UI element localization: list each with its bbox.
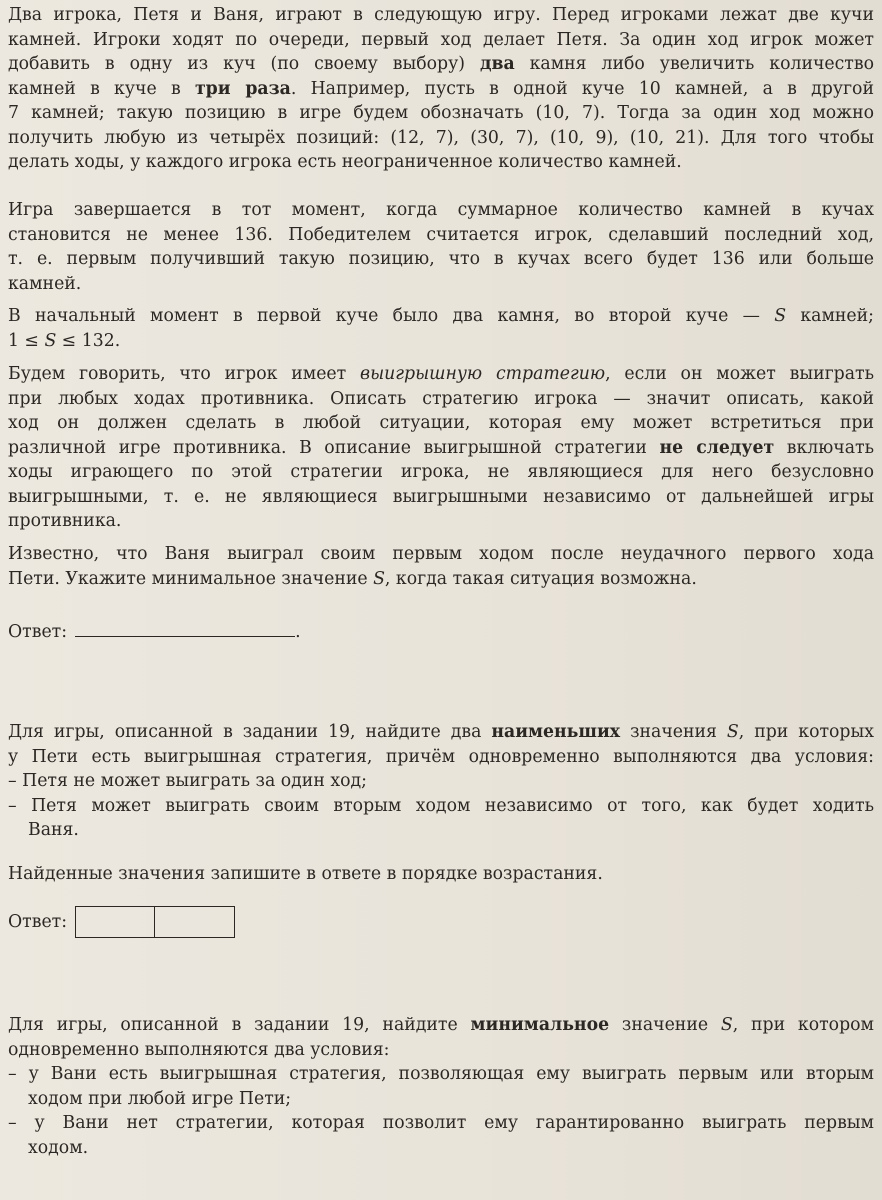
text-line: Игра завершается в тот момент, когда суммарное количество камней в кучах xyxy=(8,200,874,220)
text-line: 1 ≤ S ≤ 132. xyxy=(8,330,121,351)
text-line: т. е. первым получивший такую позицию, что в кучах всего будет 136 или больше xyxy=(8,249,874,269)
emphasis-minimal: минимальное xyxy=(470,1015,610,1035)
text-line: Известно, что Ваня выиграл своим первым ходом после неудачного первого хода xyxy=(8,544,874,564)
answer-box-2[interactable] xyxy=(155,906,235,938)
task21-question xyxy=(8,1013,874,1160)
text-line: камней. Игроки ходят по очереди, первый ход делает Петя. За один ход игрок может xyxy=(8,29,874,50)
text-line: выигрышными, т. е. не являющиеся выигрышными независимо от дальнейшей игры xyxy=(8,486,874,507)
task19-question xyxy=(8,542,874,591)
text-line: становится не менее 136. Победителем считается игрок, сделавший последний ход, xyxy=(8,224,874,245)
text-line: камней. xyxy=(8,273,82,294)
text-line: при любых ходах противника. Описать стратегию игрока — значит описать, какой xyxy=(8,388,874,409)
condition-item: – Петя может выиграть своим вторым ходом независимо от того, как будет ходить xyxy=(8,795,874,816)
task19-intro xyxy=(8,3,874,175)
text-line: у Пети есть выигрышная стратегия, причём одновременно выполняются два условия: xyxy=(8,746,874,767)
answer-boxes xyxy=(75,906,235,938)
emphasis-should-not: не следует xyxy=(659,437,775,458)
text-line: делать ходы, у каждого игрока есть неограниченное количество камней. xyxy=(8,152,682,172)
text-line: камней в куче в три раза. Например, пусть в одной куче 10 камней, а в другой xyxy=(8,78,874,99)
text-line: Два игрока, Петя и Ваня, играют в следующую игру. Перед игроками лежат две кучи xyxy=(8,5,874,25)
text-line: Для игры, описанной в задании 19, найдите два наименьших значения S, при которых xyxy=(8,722,874,742)
emphasis-three-times: три раза xyxy=(194,78,291,99)
answer-label: Ответ: xyxy=(8,911,68,932)
text-line: 7 камней; такую позицию в игре будем обозначать (10, 7). Тогда за один ход можно xyxy=(8,103,874,123)
emphasis-two: два xyxy=(479,54,515,74)
task19-end-condition xyxy=(8,198,874,296)
task19-start-position xyxy=(8,304,874,353)
text-line: Будем говорить, что игрок имеет выигрышную стратегию, если он может выиграть xyxy=(8,364,874,384)
text-line: различной игре противника. В описание выигрышной стратегии не следует включать xyxy=(8,437,874,458)
text-line: Для игры, описанной в задании 19, найдите минимальное значение S, при котором xyxy=(8,1015,874,1035)
text-line: одновременно выполняются два условия: xyxy=(8,1039,390,1060)
answer-field[interactable] xyxy=(75,618,295,637)
task19-strategy-definition xyxy=(8,362,874,534)
condition-item-cont: Ваня. xyxy=(28,820,79,840)
condition-item: – у Вани есть выигрышная стратегия, позволяющая ему выиграть первым или вторым xyxy=(8,1064,874,1084)
answer-label: Ответ: xyxy=(8,622,68,642)
text-line: добавить в одну из куч (по своему выбору) два камня либо увеличить количество xyxy=(8,54,874,74)
answer-box-1[interactable] xyxy=(75,906,155,938)
task20-answer xyxy=(8,906,874,938)
text-line: ход он должен сделать в любой ситуации, которая ему может встретиться при xyxy=(8,413,874,433)
text-line: ходы играющего по этой стратегии игрока, не являющиеся для него безусловно xyxy=(8,462,874,482)
emphasis-winning-strategy: выигрышную стратегию xyxy=(360,364,606,384)
condition-item: – Петя не может выиграть за один ход; xyxy=(8,771,367,791)
condition-item-cont: ходом. xyxy=(28,1137,89,1158)
text-line: Пети. Укажите минимальное значение S, когда такая ситуация возможна. xyxy=(8,568,697,589)
emphasis-smallest: наименьших xyxy=(491,722,621,742)
task20-question xyxy=(8,720,874,843)
condition-item: – у Вани нет стратегии, которая позволит ему гарантированно выиграть первым xyxy=(8,1113,874,1133)
condition-item-cont: ходом при любой игре Пети; xyxy=(28,1088,292,1109)
task19-answer: Ответ: . xyxy=(8,618,874,645)
task20-note: Найденные значения запишите в ответе в порядке возрастания. xyxy=(8,864,603,884)
text-line: противника. xyxy=(8,511,122,531)
text-line: получить любую из четырёх позиций: (12, 7), (30, 7), (10, 9), (10, 21). Для того чтобы xyxy=(8,127,874,148)
text-line: В начальный момент в первой куче было два камня, во второй куче — S камней; xyxy=(8,306,875,326)
